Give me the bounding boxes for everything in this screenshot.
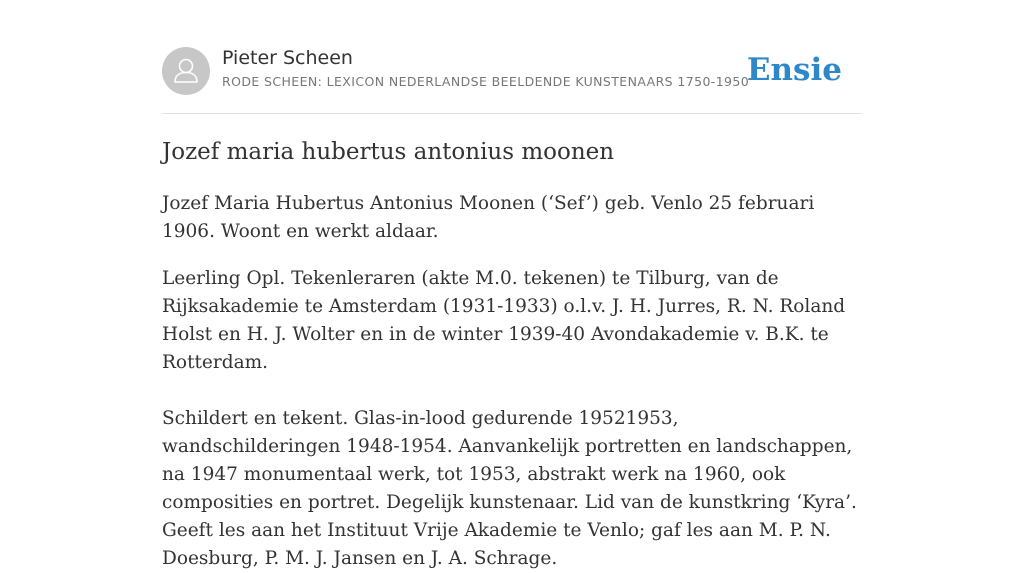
user-avatar-icon[interactable]: [162, 47, 210, 95]
article-header: [162, 46, 862, 96]
article-body: [162, 190, 862, 573]
article-title: Jozef maria hubertus antonius moonen: [162, 139, 615, 165]
author-name[interactable]: Pieter Scheen: [222, 47, 353, 69]
brand-logo[interactable]: Ensie: [746, 52, 842, 88]
paragraph: Schildert en tekent. Glas-in-lood gedurende 19521953, wandschilderingen 1948-1954. Aanvankelijk portretten en landschappen, na 1947 monumentaal werk, tot 1953, abstrakt werk na 1960, ook composities en portret. Degelijk kunstenaar. Lid van de kunstkring ‘Kyra’. Geeft les aan het Instituut Vrije Akademie te Venlo; gaf les aan M. P. N. Doesburg, P. M. J. Jansen en J. A. Schrage.: [162, 408, 857, 569]
source-label[interactable]: RODE SCHEEN: LEXICON NEDERLANDSE BEELDENDE KUNSTENAARS 1750-1950: [222, 74, 750, 89]
paragraph: Leerling Opl. Tekenleraren (akte M.0. tekenen) te Tilburg, van de Rijksakademie te Amsterdam (1931-1933) o.l.v. J. H. Jurres, R. N. Roland Holst en H. J. Wolter en in de winter 1939-40 Avondakademie v. B.K. te Rotterdam.: [162, 268, 846, 373]
header-divider: [162, 113, 862, 114]
paragraph: Jozef Maria Hubertus Antonius Moonen (‘Sef’) geb. Venlo 25 februari 1906. Woont en werkt aldaar.: [162, 193, 815, 242]
